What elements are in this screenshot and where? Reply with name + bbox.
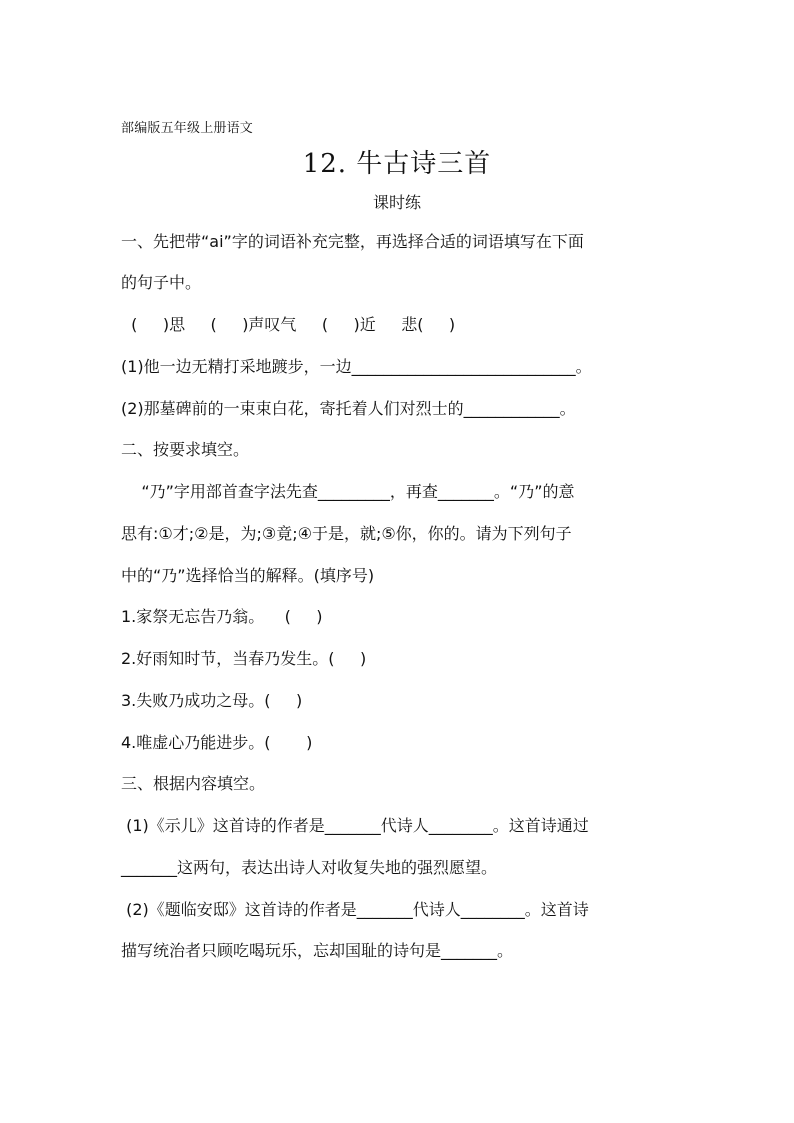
- section3-question-2-line1: (2)《题临安邸》这首诗的作者是_______代诗人________。这首诗: [121, 900, 589, 919]
- section3-heading: 三、根据内容填空。: [121, 774, 266, 793]
- section3-question-1-line2: _______这两句，表达出诗人对收复失地的强烈愿望。: [121, 858, 498, 877]
- section2-item-3: 3.失败乃成功之母。( ): [121, 691, 303, 710]
- section1-question-1: (1)他一边无精打采地踱步，一边____________________________。: [121, 357, 592, 376]
- section3-question-2-line2: 描写统治者只顾吃喝玩乐，忘却国耻的诗句是_______。: [121, 941, 514, 960]
- section2-item-2: 2.好雨知时节，当春乃发生。( ): [121, 649, 367, 668]
- section3-question-1-line1: (1)《示儿》这首诗的作者是_______代诗人________。这首诗通过: [121, 816, 589, 835]
- section2-heading: 二、按要求填空。: [121, 440, 250, 459]
- section1-heading-line1: 一、先把带“ai”字的词语补充完整，再选择合适的词语填写在下面: [121, 232, 584, 251]
- section1-question-2: (2)那墓碑前的一束束白花，寄托着人们对烈士的____________。: [121, 399, 576, 418]
- section2-paragraph-line3: 中的“乃”选择恰当的解释。(填序号): [121, 566, 375, 585]
- section2-item-4: 4.唯虚心乃能进步。( ): [121, 733, 313, 752]
- section1-heading-line2: 的句子中。: [121, 273, 202, 292]
- section2-paragraph-line1: “乃”字用部首查字法先查_________，再查_______。“乃”的意: [121, 482, 575, 501]
- section1-blanks: ( )思 ( )声叹气 ( )近 悲( ): [121, 315, 456, 334]
- grade-header: 部编版五年级上册语文: [121, 121, 254, 136]
- section2-item-1: 1.家祭无忘告乃翁。 ( ): [121, 607, 323, 626]
- lesson-subtitle: 课时练: [372, 193, 421, 212]
- section2-paragraph-line2: 思有:①才;②是，为;③竟;④于是，就;⑤你，你的。请为下列句子: [121, 524, 572, 543]
- lesson-title: 12. 牛古诗三首: [302, 149, 492, 179]
